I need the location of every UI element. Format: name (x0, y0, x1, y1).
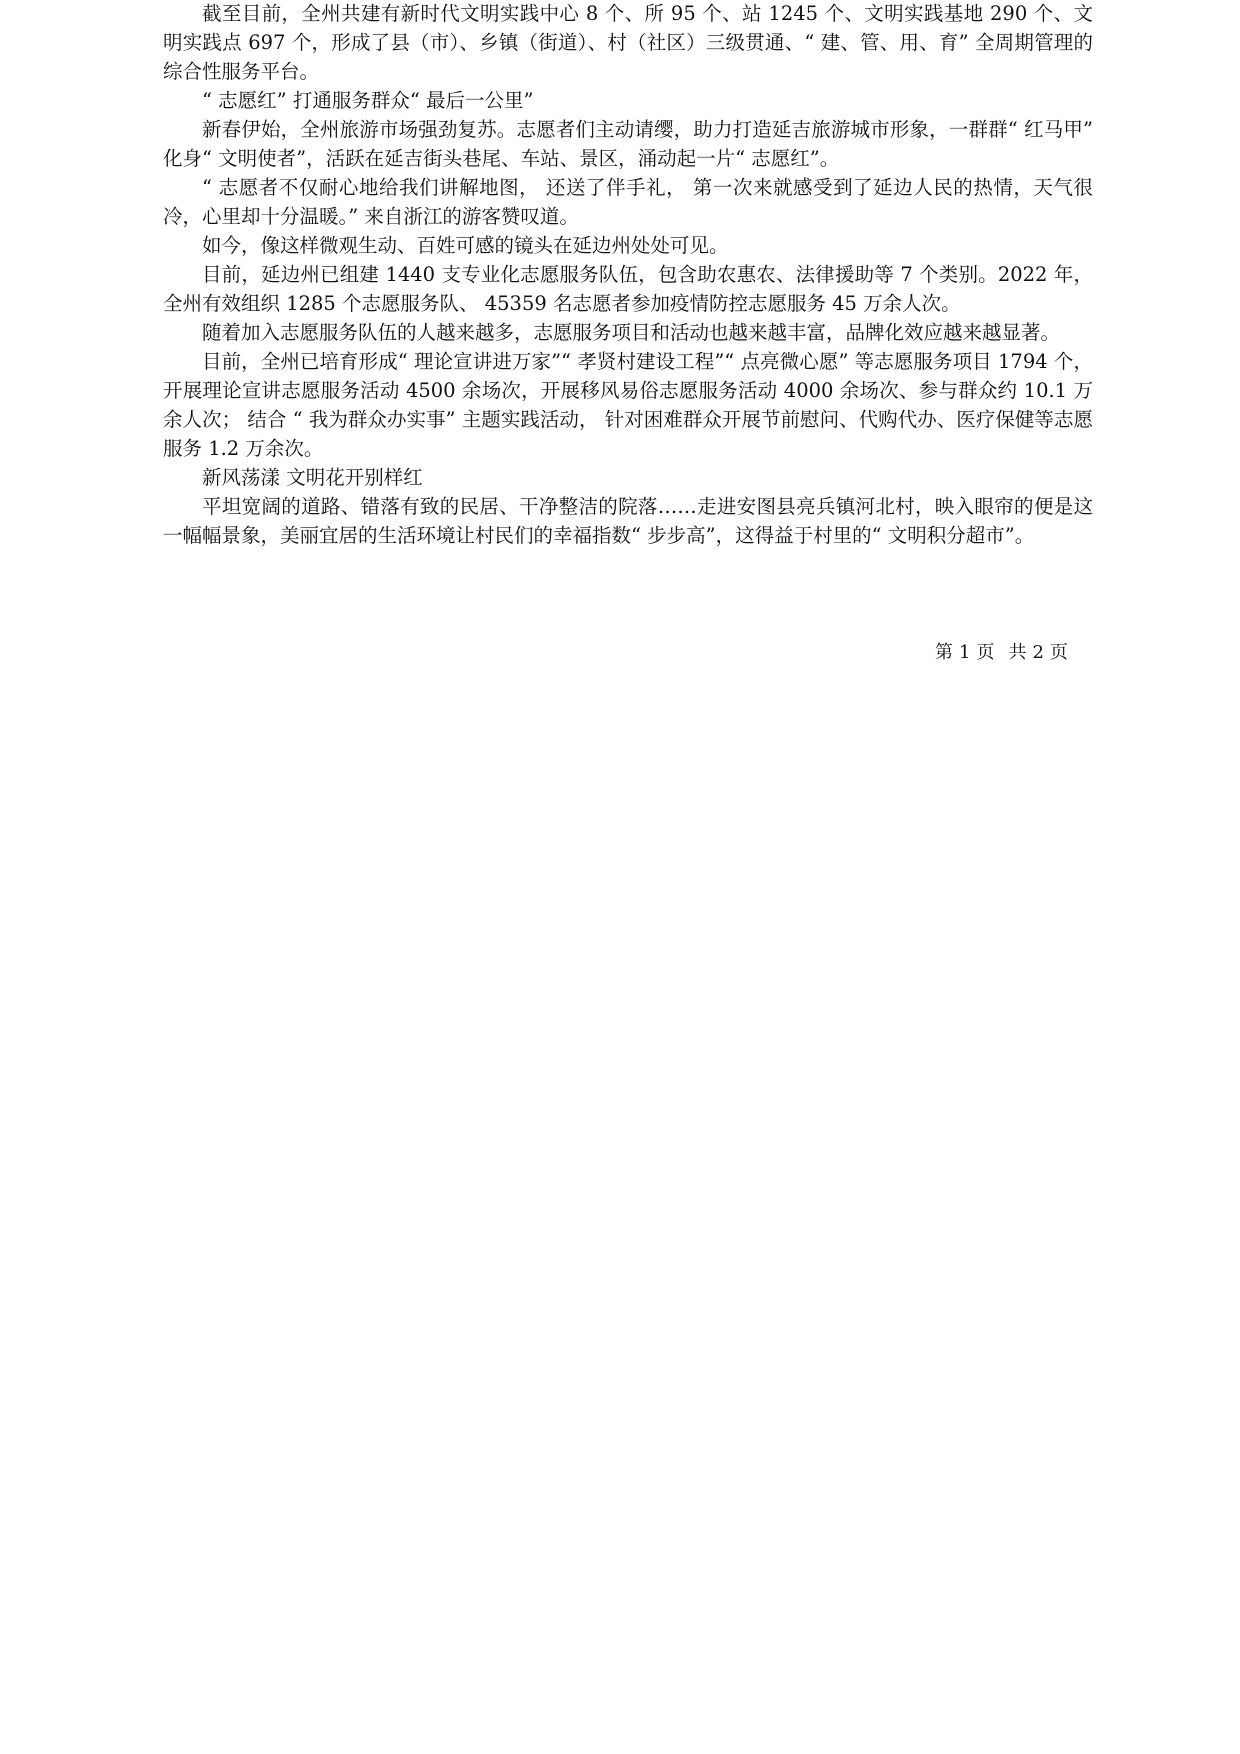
document-body (163, 0, 1093, 550)
paragraph-volunteer-teams: 目前，延边州已组建 1440 支专业化志愿服务队伍，包含助农惠农、法律援助等 7 个类别。2022 年， 全州有效组织 1285 个志愿服务队、 45359 名志愿者参加疫情防控志愿服务 45 万余人次。 (163, 263, 1093, 315)
footer-total-prefix: 共 (1008, 642, 1027, 663)
footer-total-unit: 页 (1049, 642, 1068, 663)
footer-page-unit: 页 (976, 642, 995, 663)
paragraph-everywhere: 如今，像这样微观生动、百姓可感的镜头在延边州处处可见。 (202, 234, 729, 257)
current-page-number: 1 (959, 642, 971, 663)
paragraph-growing-projects: 随着加入志愿服务队伍的人越来越多，志愿服务项目和活动也越来越丰富，品牌化效应越来越显著。 (202, 321, 1061, 344)
page-number-footer (935, 641, 1068, 665)
footer-prefix: 第 (935, 642, 953, 663)
paragraph-hebei-village: 平坦宽阔的道路、错落有致的民居、干净整洁的院落……走进安图县亮兵镇河北村，映入眼帘的便是这一幅幅景象，美丽宜居的生活环境让村民们的幸福指数“ 步步高”，这得益于村里的“ 文明积分超市”。 (163, 495, 1093, 547)
total-page-number: 2 (1032, 642, 1044, 663)
paragraph-spring-tourism: 新春伊始，全州旅游市场强劲复苏。志愿者们主动请缨，助力打造延吉旅游城市形象，一群群“ 红马甲” 化身“ 文明使者”，活跃在延吉街头巷尾、车站、景区，涌动起一片“ 志愿红”。 (163, 118, 1093, 170)
section-heading-volunteer-red: “ 志愿红” 打通服务群众“ 最后一公里” (202, 89, 534, 112)
paragraph-tourist-quote: “ 志愿者不仅耐心地给我们讲解地图， 还送了伴手礼， 第一次来就感受到了延边人民的热情，天气很冷，心里却十分温暖。” 来自浙江的游客赞叹道。 (163, 176, 1093, 228)
paragraph-practice-centers: 截至目前，全州共建有新时代文明实践中心 8 个、所 95 个、站 1245 个、文明实践基地 290 个、文明实践点 697 个，形成了县（市）、乡镇（街道）、村（社区）三级贯通、“ 建、管、用、育” 全周期管理的综合性服务平台。 (163, 2, 1093, 83)
section-heading-new-style: 新风荡漾 文明花开别样红 (202, 466, 423, 489)
paragraph-service-projects: 目前，全州已培育形成“ 理论宣讲进万家”“ 孝贤村建设工程”“ 点亮微心愿” 等志愿服务项目 1794 个，开展理论宣讲志愿服务活动 4500 余场次，开展移风易俗志愿服务活动 4000 余场次、参与群众约 10.1 万余人次； 结合 “ 我为群众办实事” 主题实践活动， 针对困难群众开展节前慰问、代购代办、医疗保健等志愿服务 1.2 万余次。 (163, 350, 1093, 460)
